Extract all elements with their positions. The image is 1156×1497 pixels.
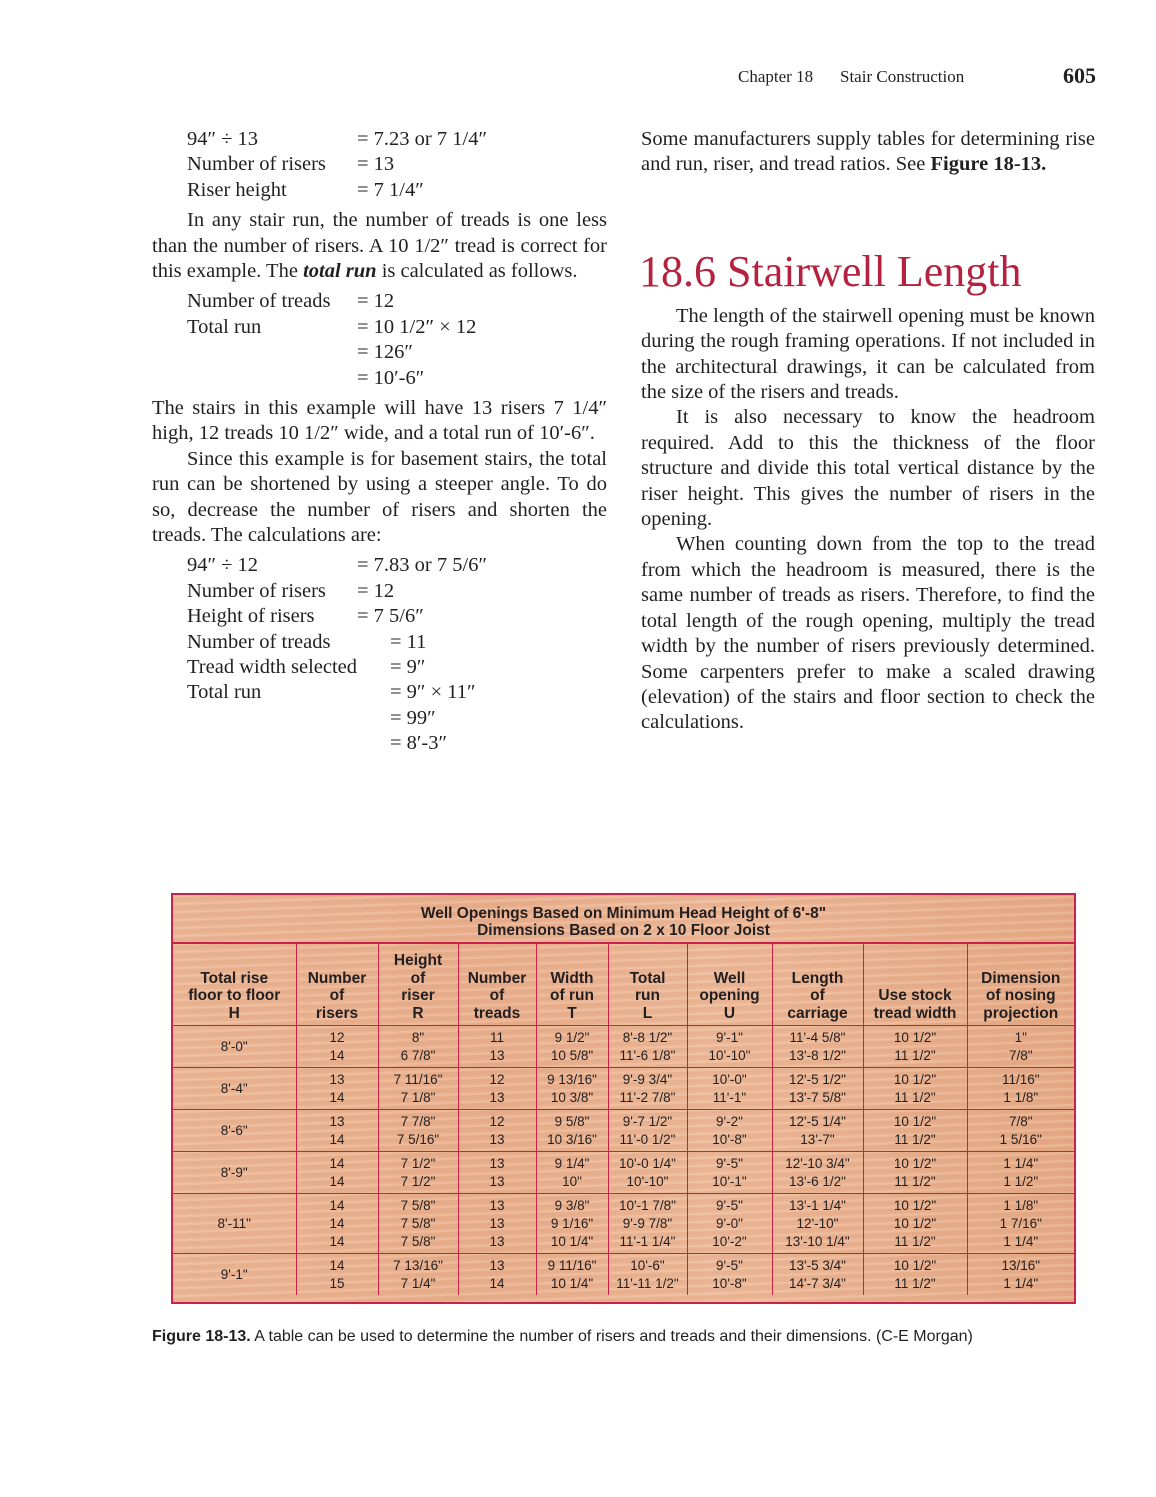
chapter-label: Chapter 18 <box>738 67 814 86</box>
table-cell <box>296 1254 378 1296</box>
table-row-group <box>173 1152 1074 1194</box>
table-row-group <box>173 1026 1074 1068</box>
column-header-line: run <box>635 987 660 1004</box>
calculation-label: Tread width selected <box>187 655 358 678</box>
cell-value: 13 <box>489 1090 505 1105</box>
cell-value: 13 <box>489 1216 505 1231</box>
column-header <box>967 944 1074 1026</box>
text: is calculated as follows. <box>376 259 578 282</box>
calculation-label: Number of risers <box>187 153 326 176</box>
cell-value: 10 1/2" <box>893 1072 937 1087</box>
cell-value: 14 <box>329 1090 345 1105</box>
table-cell <box>687 1068 772 1110</box>
page-number: 605 <box>1063 63 1096 88</box>
calculation-value: = 7.23 or 7 1/4″ <box>357 128 487 150</box>
cell-value: 10'-0" <box>712 1072 747 1087</box>
calculation-line <box>152 178 607 203</box>
table-cell <box>296 1194 378 1254</box>
total-rise-cell: 8'-9" <box>173 1152 296 1194</box>
table-cell <box>536 1026 608 1068</box>
total-rise-cell: 8'-4" <box>173 1068 296 1110</box>
calculation-label: Riser height <box>187 178 287 201</box>
cell-value: 10'-6" <box>630 1258 665 1273</box>
chapter-title: Stair Construction <box>840 67 965 86</box>
column-header-line: Width <box>550 969 594 987</box>
text: In any stair run, the number of treads is one less than the number of risers. A 10 1/2″ tread is correct for this example. The <box>152 209 607 282</box>
column-header-line: Total rise <box>200 969 269 987</box>
table-cell <box>378 1068 458 1110</box>
calculation-label: Number of treads <box>187 630 331 653</box>
cell-value: 7 1/2" <box>400 1174 436 1189</box>
cell-value: 11 1/2" <box>894 1090 936 1105</box>
column-header <box>772 944 863 1026</box>
cell-value: 10" <box>562 1174 582 1189</box>
calculation-value: = 13 <box>357 153 395 176</box>
text: Some manufacturers supply tables for determining rise and run, riser, and tread ratios. See <box>641 128 1095 176</box>
cell-value: 8'-8 1/2" <box>622 1030 673 1045</box>
calculation-value: = 12 <box>357 579 395 602</box>
calculation-value: = 10 1/2″ × 12 <box>357 315 477 338</box>
calculation-value: = 7 5/6″ <box>357 605 424 628</box>
cell-value: 9 1/16" <box>550 1216 594 1231</box>
calculation-line <box>152 630 607 655</box>
calculation-line <box>152 680 607 705</box>
calculation-line <box>152 127 607 152</box>
table-title-line-2: Dimensions Based on 2 x 10 Floor Joist <box>477 922 770 939</box>
cell-value: 11 1/2" <box>894 1174 936 1189</box>
cell-value: 13 <box>329 1072 345 1087</box>
cell-value: 10 1/2" <box>893 1198 937 1213</box>
table-cell <box>458 1026 536 1068</box>
table-cell <box>772 1068 863 1110</box>
table-cell <box>967 1068 1074 1110</box>
total-rise-cell: 8'-6" <box>173 1110 296 1152</box>
cell-value: 14 <box>329 1216 345 1231</box>
table-cell <box>608 1152 687 1194</box>
calculation-label: Number of treads <box>187 290 331 313</box>
cell-value: 14 <box>489 1276 505 1291</box>
table-cell <box>772 1110 863 1152</box>
column-header-line: projection <box>983 1004 1059 1022</box>
cell-value: 7 1/2" <box>400 1156 436 1171</box>
table-cell <box>608 1254 687 1296</box>
table-cell <box>608 1110 687 1152</box>
column-header-line: Number <box>467 969 527 987</box>
cell-value: 10 1/2" <box>893 1156 937 1171</box>
table-row-group <box>173 1110 1074 1152</box>
column-header-line: of <box>489 987 505 1004</box>
cell-value: 12'-10" <box>796 1216 839 1231</box>
running-head <box>738 63 1098 91</box>
calculation-block-1 <box>152 127 607 203</box>
table-cell <box>967 1152 1074 1194</box>
table-cell <box>378 1194 458 1254</box>
cell-value: 13 <box>489 1174 505 1189</box>
table-cell <box>458 1194 536 1254</box>
column-header-line: of <box>329 987 345 1004</box>
calculation-value: = 7.83 or 7 5/6″ <box>357 554 487 577</box>
cell-value: 13'-1 1/4" <box>789 1198 846 1213</box>
cell-value: 10'-0 1/4" <box>619 1156 676 1171</box>
column-header <box>608 944 687 1026</box>
calculation-line <box>152 340 607 365</box>
cell-value: 7 13/16" <box>393 1258 443 1273</box>
figure-reference: Figure 18-13. <box>930 153 1047 176</box>
column-header-line: of <box>810 987 825 1004</box>
cell-value: 13'-8 1/2" <box>789 1048 846 1063</box>
calculation-value: = 8′-3″ <box>390 732 448 755</box>
cell-value: 14 <box>329 1132 345 1147</box>
calculation-label: 94″ ÷ 13 <box>187 128 259 150</box>
table-cell <box>378 1152 458 1194</box>
table-cell <box>536 1068 608 1110</box>
cell-value: 11 1/2" <box>894 1276 936 1291</box>
cell-value: 10 1/4" <box>550 1276 594 1291</box>
calculation-value: = 9″ <box>390 655 426 678</box>
calculation-label: Number of risers <box>187 579 326 602</box>
table-cell <box>772 1026 863 1068</box>
cell-value: 13/16" <box>1001 1258 1041 1273</box>
cell-value: 9 13/16" <box>547 1072 597 1087</box>
cell-value: 12 <box>489 1114 505 1129</box>
calculation-block-2 <box>152 289 607 391</box>
paragraph-summary: The stairs in this example will have 13 risers 7 1/4″ high, 12 treads 10 1/2″ wide, and a total run of 10′-6″. <box>152 396 607 445</box>
calculation-value: = 11 <box>390 630 427 653</box>
column-header <box>378 944 458 1026</box>
column-header-line: treads <box>473 1004 521 1022</box>
cell-value: 13 <box>489 1258 505 1273</box>
table-header-row <box>173 944 1074 1026</box>
column-header-line: floor to floor <box>188 987 281 1004</box>
cell-value: 13 <box>329 1114 345 1129</box>
cell-value: 1 7/16" <box>999 1216 1042 1231</box>
column-header-line: of nosing <box>985 987 1056 1004</box>
cell-value: 11'-1" <box>712 1090 747 1105</box>
cell-value: 9'-1" <box>716 1030 743 1045</box>
cell-value: 11'-6 1/8" <box>619 1048 676 1063</box>
cell-value: 9 1/2" <box>554 1030 590 1045</box>
table-cell <box>458 1068 536 1110</box>
table-cell <box>536 1254 608 1296</box>
column-header-line: riser <box>401 987 435 1004</box>
cell-value: 10'-1 7/8" <box>619 1198 676 1213</box>
right-column <box>641 127 1095 736</box>
cell-value: 1 1/4" <box>1003 1234 1039 1249</box>
column-header-line: Height <box>393 952 443 969</box>
paragraph-counting: When counting down from the top to the tread from which the headroom is measured, there is the same number of treads as risers. Therefore, to find the total length of the rough opening, multiply the tread width by the number of risers previously determined. Some carpenters prefer to make a scaled drawing (elevation) of the stairs and floor section to check the calculations. <box>641 533 1095 734</box>
column-header <box>173 944 296 1026</box>
cell-value: 13'-7 5/8" <box>789 1090 846 1105</box>
well-openings-table-figure <box>171 893 1076 1304</box>
table-cell <box>863 1068 967 1110</box>
column-header-line: U <box>723 1004 736 1022</box>
cell-value: 1" <box>1014 1030 1027 1045</box>
table-cell <box>458 1254 536 1296</box>
table-row-group <box>173 1254 1074 1296</box>
calculation-label: Height of risers <box>187 605 315 628</box>
table-cell <box>608 1068 687 1110</box>
cell-value: 10'-1" <box>712 1174 747 1189</box>
cell-value: 10'-8" <box>712 1132 747 1147</box>
cell-value: 1 5/16" <box>999 1132 1042 1147</box>
cell-value: 1 1/8" <box>1003 1198 1039 1213</box>
table-cell <box>687 1194 772 1254</box>
column-header <box>687 944 772 1026</box>
cell-value: 1 1/4" <box>1003 1276 1039 1291</box>
cell-value: 9'-0" <box>716 1216 743 1231</box>
cell-value: 7 1/8" <box>400 1090 436 1105</box>
column-header-line: risers <box>315 1004 359 1022</box>
cell-value: 13 <box>489 1132 505 1147</box>
calculation-block-3 <box>152 553 607 756</box>
cell-value: 15 <box>329 1276 345 1291</box>
table-cell <box>536 1152 608 1194</box>
cell-value: 13 <box>489 1198 505 1213</box>
cell-value: 10 1/2" <box>893 1258 937 1273</box>
table-cell <box>772 1152 863 1194</box>
table-cell <box>608 1194 687 1254</box>
calculation-line <box>152 579 607 604</box>
table-cell <box>687 1152 772 1194</box>
table-cell <box>967 1026 1074 1068</box>
column-header-line: of run <box>550 987 594 1004</box>
table-cell <box>296 1110 378 1152</box>
column-header-line: Use stock <box>878 987 952 1004</box>
table-cell <box>687 1254 772 1296</box>
cell-value: 12 <box>329 1030 345 1045</box>
table-cell <box>772 1254 863 1296</box>
calculation-line <box>152 366 607 391</box>
cell-value: 13'-7" <box>800 1132 835 1147</box>
cell-value: 12 <box>489 1072 505 1087</box>
paragraph-intro <box>641 127 1095 178</box>
calculation-line <box>152 706 607 731</box>
calculation-line <box>152 655 607 680</box>
cell-value: 1 1/4" <box>1003 1156 1039 1171</box>
table-cell <box>863 1026 967 1068</box>
table-cell <box>687 1026 772 1068</box>
cell-value: 9'-9 3/4" <box>622 1072 673 1087</box>
cell-value: 10'-8" <box>712 1276 747 1291</box>
cell-value: 13'-6 1/2" <box>789 1174 846 1189</box>
cell-value: 11/16" <box>1001 1072 1040 1087</box>
cell-value: 7 1/4" <box>400 1276 436 1291</box>
column-header-line: Length <box>791 969 844 987</box>
calculation-line <box>152 553 607 578</box>
calculation-value: = 99″ <box>390 706 436 729</box>
cell-value: 12'-10 3/4" <box>785 1156 850 1171</box>
column-header-line: Dimension <box>981 969 1061 987</box>
caption-label: Figure 18-13. <box>152 1328 251 1345</box>
column-header-line: T <box>567 1004 577 1022</box>
calculation-value: = 12 <box>357 290 395 313</box>
table-body <box>173 1026 1074 1296</box>
cell-value: 1 1/8" <box>1003 1090 1039 1105</box>
table-cell <box>378 1110 458 1152</box>
cell-value: 11 1/2" <box>894 1132 936 1147</box>
cell-value: 7 5/8" <box>400 1234 436 1249</box>
cell-value: 13 <box>489 1048 505 1063</box>
calculation-line <box>152 315 607 340</box>
cell-value: 7/8" <box>1008 1114 1033 1129</box>
table-cell <box>863 1152 967 1194</box>
cell-value: 11'-1 1/4" <box>619 1234 676 1249</box>
calculation-line <box>152 604 607 629</box>
cell-value: 14'-7 3/4" <box>789 1276 846 1291</box>
column-header-line: Total <box>629 969 666 987</box>
cell-value: 11 <box>489 1030 504 1045</box>
caption-text: A table can be used to determine the number of risers and treads and their dimensions. (C-E Morgan) <box>250 1328 973 1345</box>
cell-value: 10'-10" <box>626 1174 669 1189</box>
table-cell <box>687 1110 772 1152</box>
table-row-group <box>173 1194 1074 1254</box>
cell-value: 7 11/16" <box>393 1072 443 1087</box>
cell-value: 7 5/8" <box>400 1198 436 1213</box>
cell-value: 10 1/2" <box>893 1216 937 1231</box>
calculation-value: = 9″ × 11″ <box>390 681 476 704</box>
cell-value: 9 1/4" <box>554 1156 590 1171</box>
cell-value: 14 <box>329 1258 345 1273</box>
table-cell <box>296 1152 378 1194</box>
cell-value: 11 1/2" <box>894 1234 936 1249</box>
cell-value: 9'-9 7/8" <box>622 1216 673 1231</box>
total-rise-cell: 8'-0" <box>173 1026 296 1068</box>
table-cell <box>967 1110 1074 1152</box>
calculation-value: = 7 1/4″ <box>357 178 424 201</box>
cell-value: 9 11/16" <box>547 1258 597 1273</box>
cell-value: 10 5/8" <box>550 1048 594 1063</box>
table-cell <box>863 1194 967 1254</box>
column-header-line: Number <box>307 969 367 987</box>
cell-value: 13 <box>489 1156 505 1171</box>
table-title-line-1: Well Openings Based on Minimum Head Height of 6'-8" <box>420 905 827 922</box>
table-cell <box>296 1068 378 1110</box>
cell-value: 10 3/16" <box>547 1132 597 1147</box>
cell-value: 13'-5 3/4" <box>789 1258 846 1273</box>
calculation-value: = 10′-6″ <box>357 366 425 389</box>
cell-value: 9'-2" <box>716 1114 743 1129</box>
table-cell <box>772 1194 863 1254</box>
cell-value: 7 7/8" <box>400 1114 436 1129</box>
cell-value: 7 5/8" <box>400 1216 436 1231</box>
cell-value: 10 1/2" <box>893 1030 937 1045</box>
cell-value: 10'-2" <box>712 1234 747 1249</box>
cell-value: 11'-2 7/8" <box>619 1090 676 1105</box>
cell-value: 12'-5 1/4" <box>789 1114 846 1129</box>
cell-value: 14 <box>329 1048 345 1063</box>
column-header-line: carriage <box>787 1004 848 1022</box>
table-row-group <box>173 1068 1074 1110</box>
column-header-line: Well <box>713 969 746 987</box>
cell-value: 9'-5" <box>716 1198 743 1213</box>
cell-value: 10 1/2" <box>893 1114 937 1129</box>
paragraph-basement: Since this example is for basement stairs, the total run can be shortened by using a steeper angle. To do so, decrease the number of risers and shorten the treads. The calculations are: <box>152 447 607 546</box>
column-header-line: of <box>410 969 426 987</box>
cell-value: 9 5/8" <box>554 1114 590 1129</box>
table-cell <box>536 1194 608 1254</box>
table-cell <box>608 1026 687 1068</box>
table-cell <box>536 1110 608 1152</box>
cell-value: 7 5/16" <box>396 1132 440 1147</box>
total-rise-cell: 8'-11" <box>173 1194 296 1254</box>
well-openings-table <box>173 944 1074 1295</box>
emphasis-term: total run <box>303 259 377 282</box>
table-cell <box>863 1110 967 1152</box>
calculation-value: = 126″ <box>357 341 413 364</box>
cell-value: 13 <box>489 1234 505 1249</box>
paragraph-headroom: It is also necessary to know the headroom required. Add to this the thickness of the floor structure and divide this total vertical distance by the riser height. This gives the number of risers in the opening. <box>641 406 1095 531</box>
cell-value: 11'-0 1/2" <box>619 1132 676 1147</box>
column-header-line: tread width <box>873 1004 957 1022</box>
column-header <box>536 944 608 1026</box>
cell-value: 8" <box>411 1030 425 1045</box>
column-header <box>863 944 967 1026</box>
cell-value: 13'-10 1/4" <box>785 1234 850 1249</box>
cell-value: 11'-11 1/2" <box>616 1276 679 1291</box>
cell-value: 6 7/8" <box>400 1048 436 1063</box>
cell-value: 9'-5" <box>716 1156 743 1171</box>
table-cell <box>378 1254 458 1296</box>
table-title <box>173 895 1074 944</box>
column-header <box>296 944 378 1026</box>
cell-value: 14 <box>329 1234 345 1249</box>
cell-value: 14 <box>329 1156 345 1171</box>
table-cell <box>296 1026 378 1068</box>
total-rise-cell: 9'-1" <box>173 1254 296 1296</box>
paragraph-total-run <box>152 208 607 284</box>
cell-value: 10'-10" <box>708 1048 751 1063</box>
table-cell <box>863 1254 967 1296</box>
column-header-line: H <box>228 1004 240 1022</box>
calculation-label: Total run <box>187 681 262 704</box>
cell-value: 9'-7 1/2" <box>622 1114 673 1129</box>
cell-value: 14 <box>329 1174 345 1189</box>
column-header-line: opening <box>699 987 760 1004</box>
cell-value: 7/8" <box>1008 1048 1033 1063</box>
column-header <box>458 944 536 1026</box>
cell-value: 9 3/8" <box>554 1198 590 1213</box>
cell-value: 14 <box>329 1198 345 1213</box>
cell-value: 11 1/2" <box>894 1048 936 1063</box>
cell-value: 10 3/8" <box>550 1090 594 1105</box>
cell-value: 1 1/2" <box>1003 1174 1039 1189</box>
calculation-line <box>152 289 607 314</box>
table-cell <box>967 1194 1074 1254</box>
section-heading: 18.6 Stairwell Length <box>639 246 1022 296</box>
cell-value: 12'-5 1/2" <box>789 1072 846 1087</box>
calculation-line <box>152 152 607 177</box>
table-cell <box>967 1254 1074 1296</box>
column-header-line: R <box>412 1004 424 1022</box>
table-cell <box>378 1026 458 1068</box>
left-column <box>152 127 607 757</box>
calculation-label: Total run <box>187 315 262 338</box>
table-cell <box>458 1110 536 1152</box>
cell-value: 9'-5" <box>716 1258 743 1273</box>
paragraph-stairwell-length: The length of the stairwell opening must be known during the rough framing operations. If not included in the architectural drawings, it can be calculated from the size of the risers and treads. <box>641 304 1095 404</box>
table-cell <box>458 1152 536 1194</box>
figure-caption <box>152 1326 1092 1347</box>
cell-value: 10 1/4" <box>550 1234 594 1249</box>
calculation-label: 94″ ÷ 12 <box>187 554 259 577</box>
cell-value: 11'-4 5/8" <box>789 1030 846 1045</box>
calculation-line <box>152 731 607 756</box>
column-header-line: L <box>642 1004 653 1022</box>
